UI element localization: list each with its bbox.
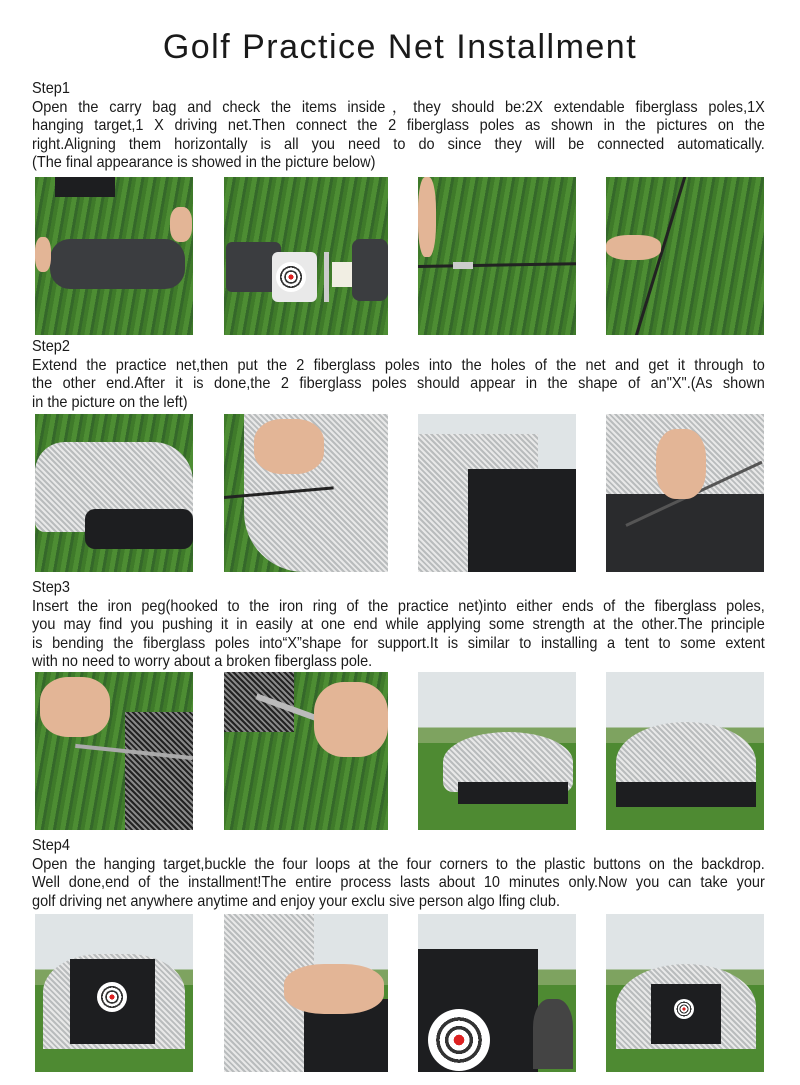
step-line: Open the hanging target,buckle the four loops at the four corners to the plastic buttons on the backdrop.: [32, 855, 765, 873]
step-4-text: [32, 837, 765, 911]
step-line: right.Aligning them horizontally is all you need to do since they will be connected automatically.: [32, 135, 765, 153]
step-heading: Step2: [32, 338, 70, 355]
step-line: in the picture on the left): [32, 393, 188, 411]
photo-buckling-loops: [224, 914, 388, 1072]
page-title: Golf Practice Net Installment: [162, 28, 638, 66]
step-line: Extend the practice net,then put the 2 fiberglass poles into the holes of the net and get it through to: [32, 356, 765, 374]
step-line: hanging target,1 X driving net.Then connect the 2 fiberglass poles as shown in the pictures on the: [32, 117, 765, 135]
step-line: you may find you pushing it in easily at one end while applying some strength at the other.The principle: [32, 616, 765, 634]
photo-lifting-net: [418, 414, 576, 572]
step-line: Open the carry bag and check the items inside，they should be:2X extendable fiberglass poles,1X: [32, 98, 765, 116]
step-line: the other end.After it is done,the 2 fiberglass poles should appear in the shape of an"X".(As shown: [32, 375, 765, 393]
step-2-text: [32, 338, 765, 412]
photo-peg-ring-closeup: [224, 672, 388, 830]
photo-net-erected: [606, 672, 764, 830]
photo-items-laid-out: [224, 177, 388, 335]
photo-connecting-poles: [418, 177, 576, 335]
photo-finished-net: [606, 914, 764, 1072]
step-heading: Step1: [32, 80, 70, 97]
step-3-text: [32, 579, 765, 672]
photo-x-shaped-poles: [606, 414, 764, 572]
photo-target-hung-front: [35, 914, 193, 1072]
photo-iron-peg-insertion: [35, 672, 193, 830]
step-line: is bending the fiberglass poles into“X”shape for support.It is similar to installing a tent to some extent: [32, 634, 765, 652]
photo-net-half-erected: [418, 672, 576, 830]
step-line: Well done,end of the installment!The entire process lasts about 10 minutes only.Now you can take your: [32, 874, 765, 892]
step-heading: Step3: [32, 579, 70, 596]
photo-aligned-poles: [606, 177, 764, 335]
step-line: (The final appearance is showed in the picture below): [32, 154, 376, 172]
step-line: golf driving net anywhere anytime and enjoy your exclu sive person algo lfing club.: [32, 892, 561, 910]
photo-target-closeup: [418, 914, 576, 1072]
photo-rolled-net-bag: [35, 177, 193, 335]
step-line: Insert the iron peg(hooked to the iron ring of the practice net)into either ends of the fiberglass poles,: [32, 597, 765, 615]
photo-extended-net: [35, 414, 193, 572]
photo-inserting-poles: [224, 414, 388, 572]
step-line: with no need to worry about a broken fiberglass pole.: [32, 653, 373, 671]
step-1-text: [32, 80, 765, 173]
step-heading: Step4: [32, 837, 70, 854]
